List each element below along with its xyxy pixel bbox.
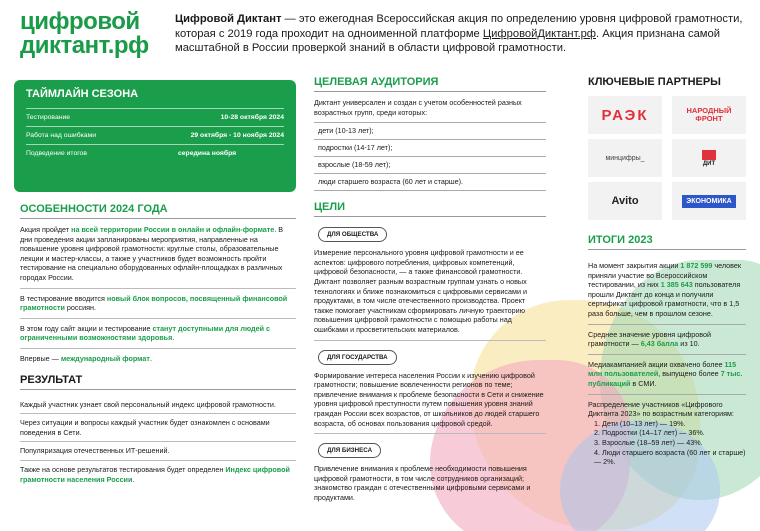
features-paragraph-2 (20, 294, 296, 313)
goal-society-text: Измерение персонального уровня цифровой грамотности и ее аспектов: цифрового потребления, цифровых компетенций, цифровой безопасности, — а также финансовой грамотности. Диктант позволяет разным возрастным группам узнать о новых технологиях и ближе познакомиться с цифровыми сервисами и продуктами, в том числе отечественного производства. Проект также помогает участникам сформировать личную траекторию повышения цифровой грамотности с помощью работы над ошибками и просветительских материалов. (314, 248, 527, 334)
timeline-row-label: Тестирование (26, 114, 71, 121)
text: из 10. (678, 339, 700, 349)
itogi-item (588, 256, 746, 325)
text: Акция пройдет (20, 225, 72, 234)
highlight: на всей территории России в онлайн и офлайн-формате (71, 225, 275, 234)
ecosys-text: ЭКОНОМИКА (682, 195, 735, 208)
result-item: Популяризация отечественных ИТ-решений. (20, 442, 296, 461)
logo-line2: диктант.рф (20, 32, 149, 59)
timeline-row-label: Подведение итогов (26, 150, 87, 157)
divider (20, 348, 296, 349)
highlight: 115 млн пользователей (588, 359, 737, 379)
middle-column (314, 76, 546, 502)
text: В тестирование вводится (20, 293, 107, 303)
raek-text: РАЭК (601, 106, 649, 124)
highlight: 1 385 643 (660, 280, 693, 290)
logo (20, 10, 170, 58)
intro-text1: — это ежегодная Всероссийская акция по определению уровня цифровой грамотности, которая с 2019 года проходит на одноименной платформе (175, 13, 743, 40)
dit-mark-icon (702, 150, 716, 160)
result-item: Каждый участник узнает свой персональный индекс цифровой грамотности. (20, 396, 296, 415)
result-title: РЕЗУЛЬТАТ (20, 374, 296, 390)
features-paragraph-1 (20, 225, 296, 283)
highlight: новый блок вопросов, посвященный финансовой грамотности (20, 293, 288, 313)
highlight: станут доступными для людей с ограниченными возможностями здоровья (20, 323, 271, 343)
text: Медиакампанией акции охвачено более (588, 359, 725, 369)
partners-grid (588, 96, 746, 220)
front-text: НАРОДНЫЙ ФРОНТ (686, 106, 732, 123)
partner-front-logo (672, 96, 746, 134)
age-distribution-item: 2. Подростки (14–17 лет) — 36%. (594, 428, 705, 438)
timeline-row-label: Работа над ошибками (26, 132, 96, 139)
text: . В дни проведения акции запланированы мероприятия, направленные на повышение уровня цифровой грамотности: круглые столы, образовательные лекции и мастер-классы, а также у участников будет возможность пройти тестирование на специально оборудованных офлайн-площадках в различных городах России. (20, 225, 284, 282)
divider (314, 340, 546, 341)
itogi-item (588, 395, 746, 472)
result-item (20, 461, 296, 488)
text: На момент закрытия акции (588, 261, 681, 270)
audience-text: Диктант универсален и создан с учетом особенностей разных возрастных групп, среди которых: (314, 98, 522, 117)
divider (20, 288, 296, 289)
mincif-text: минцифры_ (605, 154, 645, 162)
text: Также на основе результатов тестирования будет определен (20, 464, 226, 474)
audience-item: дети (10-13 лет); (314, 122, 546, 139)
goal-business-label: ДЛЯ БИЗНЕСА (318, 443, 381, 458)
divider (20, 318, 296, 319)
text: В этом году сайт акции и тестирование (20, 323, 153, 333)
audience-title: ЦЕЛЕВАЯ АУДИТОРИЯ (314, 76, 546, 92)
features-paragraph-4 (20, 354, 296, 364)
intro-bold: Цифровой Диктант (175, 13, 282, 25)
intro-text2: . Акция признана самой масштабной в России проверкой знаний в области цифровой грамотности. (175, 27, 720, 54)
intro-text (175, 12, 745, 56)
partner-raek-logo (588, 96, 662, 134)
partners-title: КЛЮЧЕВЫЕ ПАРТНЕРЫ (588, 76, 721, 88)
text: . (132, 474, 135, 484)
text: человек приняли участие во Всероссийском тестировании, из них (588, 261, 742, 290)
highlight: 7 тыс. публикаций (588, 369, 743, 388)
partner-ecosys-logo (672, 182, 746, 220)
timeline-title: ТАЙМЛАЙН СЕЗОНА (26, 88, 139, 100)
logo-line1: цифровой (20, 8, 140, 35)
highlight: 6,43 балла (640, 339, 679, 349)
result-item: Через ситуации и вопросы каждый участник будет ознакомлен с основами поведения в Сети. (20, 414, 296, 442)
partner-avito-logo (588, 182, 662, 220)
goal-business-text: Привлечение внимания к проблеме необходимости повышения цифровой грамотности, в том числе сотрудников организаций; знакомство граждан с отечественными цифровыми сервисами и продуктами. (314, 464, 531, 502)
text: . (149, 353, 152, 363)
timeline-row-value: 29 октября - 10 ноября 2024 (190, 132, 284, 139)
highlight: 1 872 599 (680, 261, 713, 270)
goal-state-text: Формирование интереса населения России к изучению цифровой грамотности; повышение вовлеченности регионов по теме; привлечение внимания к проблеме безопасности в Сети и снижение уровня цифровой преступности путем повышения уровня знаний граждан России всех возрастов, от школьников до людей старшего возраста, об основах пользования цифровой средой. (314, 370, 544, 428)
text: в СМИ. (630, 378, 657, 388)
itogi-item (588, 325, 746, 355)
age-distribution-item: 1. Дети (10–13 лет) — 19%. (594, 418, 686, 428)
partner-dit-logo (672, 139, 746, 177)
audience-item: люди старшего возраста (60 лет и старше). (314, 173, 546, 191)
timeline-row (26, 126, 284, 144)
highlight: Индекс цифровой грамотности населения России (20, 464, 290, 484)
intro-link[interactable]: ЦифровойДиктант.рф (482, 27, 597, 40)
dit-text: ДИТ (702, 160, 716, 167)
timeline-row-value: 10-28 октября 2024 (220, 114, 284, 121)
text: россиян. (64, 303, 96, 313)
itogi-item (588, 355, 746, 395)
age-distribution-item: 3. Взрослые (18–59 лет) — 43%. (594, 437, 703, 447)
avito-text: Avito (611, 195, 639, 207)
audience-item: подростки (14-17 лет); (314, 139, 546, 156)
divider (314, 433, 546, 434)
text: , выпущено более (658, 369, 721, 379)
age-distribution-intro: Распределение участников «Цифрового Диктанта 2023» по возрастным категориям: (588, 399, 734, 419)
features-title: ОСОБЕННОСТИ 2024 ГОДА (20, 203, 296, 219)
timeline-row (26, 108, 284, 126)
features-paragraph-3 (20, 324, 296, 343)
age-distribution-item: 4. Люди старшего возраста (60 лет и старше) — 2%. (594, 447, 746, 467)
right-column (588, 76, 746, 472)
highlight: международный формат (60, 353, 150, 363)
timeline-row-value: середина ноября (178, 150, 237, 157)
text: пользователя прошли Диктант до конца и получили сертификат цифровой грамотности, что в 1,5 раза больше, чем в прошлом сезоне. (588, 280, 741, 318)
audience-item: взрослые (18-59 лет); (314, 156, 546, 173)
text: Среднее значение уровня цифровой грамотности — (588, 329, 711, 349)
itogi-title: ИТОГИ 2023 (588, 234, 746, 250)
timeline-box (14, 80, 296, 192)
partner-mincif-logo (588, 139, 662, 177)
goals-title: ЦЕЛИ (314, 201, 546, 217)
left-column (20, 203, 296, 488)
timeline-row (26, 144, 284, 162)
text: Впервые — (20, 353, 61, 363)
text: . (172, 333, 175, 343)
goal-state-label: ДЛЯ ГОСУДАРСТВА (318, 350, 397, 365)
goal-society-label: ДЛЯ ОБЩЕСТВА (318, 227, 387, 242)
